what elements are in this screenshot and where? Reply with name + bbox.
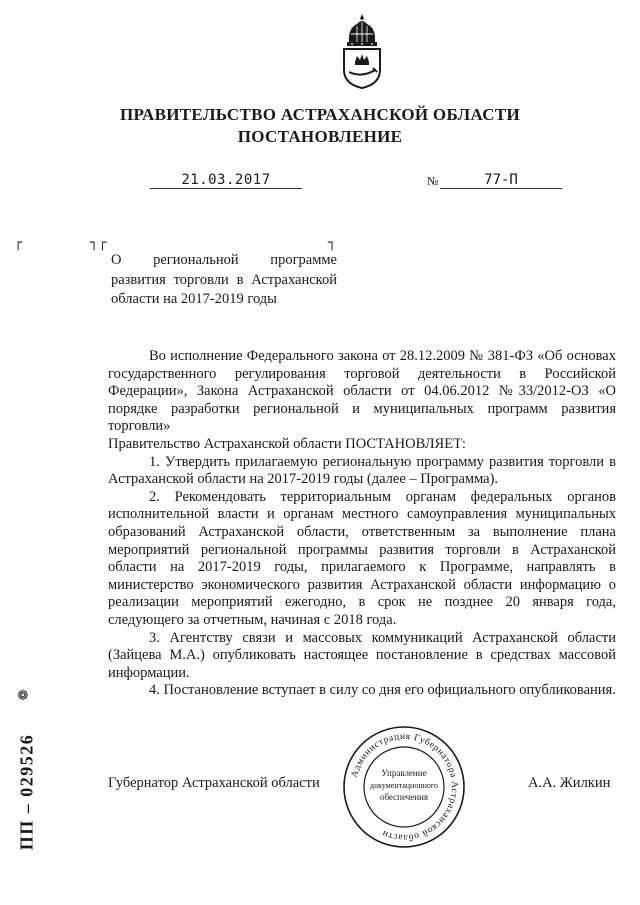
number-underline [440, 188, 562, 189]
date-underline [150, 188, 302, 189]
official-stamp [341, 724, 467, 850]
decree-item-1: 1. Утвердить прилагаемую региональную программу развития торговли в Астраханской области на 2017-2019 годы (далее – Программа). [108, 453, 616, 488]
coat-of-arms-emblem [337, 12, 387, 90]
form-serial-text: ПП – 029526 [16, 733, 37, 851]
signatory-name: А.А. Жилкин [528, 775, 611, 791]
stamp-center-line-3: обеспечения [379, 792, 429, 802]
decree-item-4: 4. Постановление вступает в силу со дня его официального опубликования. [149, 682, 616, 699]
document-subject: О региональной программе развития торговли в Астраханской области на 2017-2019 годы [111, 252, 337, 307]
corner-mark-subject-right: ┐ [328, 235, 337, 251]
preamble-paragraph: Во исполнение Федерального закона от 28.12.2009 № 381-ФЗ «Об основах государственного регулирования торговой деятельности в Российской Федерации», Закона Астраханской области от 04.06.2012 №33/2012-ОЗ «О порядке разработки региональной и муниципальных программ развития торговли» [108, 348, 616, 435]
decree-statement: Правительство Астраханской области ПОСТАНОВЛЯЕТ: [108, 435, 466, 452]
stamp-center-line-2: документационного [370, 781, 438, 790]
document-body [108, 348, 616, 700]
document-date: 21.03.2017 [181, 172, 271, 188]
corner-mark-subject-left: ┐┌ [90, 235, 107, 251]
signatory-position: Губернатор Астраханской области [108, 775, 320, 791]
serial-mark-icon: ❁ [17, 688, 29, 704]
number-label: № [427, 174, 439, 188]
stamp-ring-text: Администрация Губернатора Астраханской области [349, 731, 460, 843]
government-name: ПРАВИТЕЛЬСТВО АСТРАХАНСКОЙ ОБЛАСТИ [120, 105, 520, 124]
stamp-center-line-1: Управление [381, 768, 427, 778]
document-type-title: ПОСТАНОВЛЕНИЕ [237, 127, 403, 146]
form-serial-number [16, 694, 38, 890]
decree-item-3: 3. Агентству связи и массовых коммуникаций Астраханской области (Зайцева М.А.) опубликовать настоящее постановление в средствах массовой информации. [108, 629, 616, 681]
corner-mark-left: ┌ [14, 235, 23, 251]
document-number: 77-П [484, 172, 518, 188]
decree-item-2: 2. Рекомендовать территориальным органам федеральных органов исполнительной власти и органам местного самоуправления муниципальных образований Астраханской области, ответственным за выполнение плана мероприятий региональной программы развития торговли в Астраханской области на 2017-2019 годы, прилагаемого к Программе, направлять в министерство экономического развития Астраханской области информацию о реализации мероприятий ежегодно, в срок не позднее 20 января года, следующего за отчетным, начиная с 2018 года. [108, 488, 616, 628]
